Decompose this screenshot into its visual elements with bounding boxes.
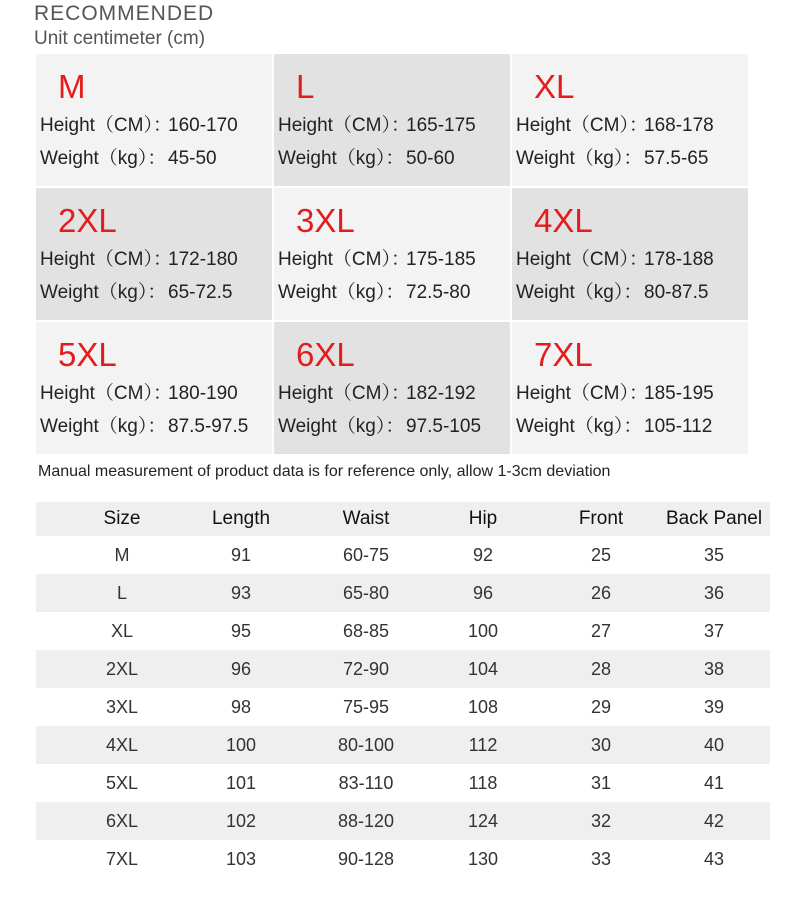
cell-waist: 80-100: [337, 734, 395, 755]
recommended-cell: [274, 54, 510, 186]
cell-size: L: [116, 582, 127, 603]
cell-front: 30: [590, 734, 612, 755]
cell-waist: 83-110: [338, 772, 394, 793]
height-value: 182-192: [406, 383, 476, 404]
size-label: 6XL: [296, 336, 355, 373]
table-row: [36, 612, 770, 650]
recommended-cell: [512, 188, 748, 320]
size-label: XL: [534, 68, 575, 105]
cell-hip: 118: [468, 772, 498, 793]
cell-back-panel: 37: [703, 620, 725, 641]
weight-value: 80-87.5: [644, 282, 709, 303]
cell-hip: 112: [468, 734, 498, 755]
cell-hip: 100: [467, 620, 499, 641]
cell-hip: 124: [467, 810, 499, 831]
weight-label: Weight（kg）：: [40, 148, 167, 169]
cell-back-panel: 39: [703, 696, 725, 717]
height-value: 178-188: [644, 249, 714, 270]
weight-label: Weight（kg）：: [278, 282, 405, 303]
cell-back-panel: 43: [703, 848, 725, 869]
size-label: 7XL: [534, 336, 593, 373]
weight-value: 57.5-65: [644, 148, 709, 169]
cell-size: 7XL: [105, 848, 139, 869]
weight-label: Weight（kg）：: [40, 282, 167, 303]
page-title: RECOMMENDED: [34, 2, 215, 25]
recommended-cell: [36, 188, 272, 320]
cell-front: 29: [590, 696, 612, 717]
height-label: Height（CM）：: [516, 115, 648, 136]
table-row: [36, 802, 770, 840]
cell-length: 98: [230, 696, 252, 717]
height-label: Height（CM）：: [40, 249, 172, 270]
height-label: Height（CM）：: [40, 383, 172, 404]
cell-size: M: [114, 544, 130, 565]
weight-label: Weight（kg）：: [40, 416, 167, 437]
recommended-size-grid: [36, 54, 748, 456]
size-label: 4XL: [534, 202, 593, 239]
recommended-cell: [512, 54, 748, 186]
weight-value: 50-60: [406, 148, 455, 169]
height-line: [40, 110, 238, 137]
height-label: Height（CM）：: [278, 249, 410, 270]
weight-label: Weight（kg）：: [278, 148, 405, 169]
height-label: Height（CM）：: [516, 383, 648, 404]
weight-label: Weight（kg）：: [516, 148, 643, 169]
size-label: 2XL: [58, 202, 117, 239]
cell-size: 2XL: [105, 658, 139, 679]
height-label: Height（CM）：: [516, 249, 648, 270]
cell-length: 93: [230, 582, 252, 603]
unit-subtitle: Unit centimeter (cm): [34, 28, 206, 49]
cell-waist: 65-80: [342, 582, 390, 603]
cell-length: 102: [225, 810, 257, 831]
cell-front: 32: [590, 810, 612, 831]
weight-line: [278, 411, 481, 438]
cell-length: 95: [230, 620, 252, 641]
height-line: [278, 244, 476, 271]
cell-back-panel: 41: [703, 772, 725, 793]
cell-back-panel: 42: [703, 810, 725, 831]
weight-value: 65-72.5: [168, 282, 233, 303]
height-line: [40, 244, 238, 271]
weight-line: [40, 143, 217, 170]
weight-value: 97.5-105: [406, 416, 482, 437]
table-row: [36, 536, 770, 574]
table-row: [36, 574, 770, 612]
cell-back-panel: 35: [703, 544, 725, 565]
column-header-front: Front: [578, 508, 624, 529]
size-label: 3XL: [296, 202, 355, 239]
weight-line: [40, 277, 232, 304]
cell-hip: 104: [467, 658, 499, 679]
height-line: [516, 110, 714, 137]
size-label: M: [58, 68, 86, 105]
cell-front: 33: [590, 848, 612, 869]
weight-line: [516, 411, 712, 438]
height-value: 168-178: [644, 115, 714, 136]
weight-value: 105-112: [644, 416, 713, 437]
height-value: 180-190: [168, 383, 238, 404]
cell-waist: 90-128: [337, 848, 395, 869]
cell-size: 5XL: [105, 772, 139, 793]
size-label: L: [296, 68, 315, 105]
height-line: [516, 244, 714, 271]
cell-back-panel: 36: [703, 582, 725, 603]
height-line: [278, 378, 476, 405]
cell-front: 27: [590, 620, 612, 641]
recommended-cell: [274, 188, 510, 320]
table-header-row: [36, 502, 770, 536]
cell-length: 96: [230, 658, 252, 679]
column-header-length: Length: [211, 508, 271, 529]
weight-label: Weight（kg）：: [516, 282, 643, 303]
height-line: [40, 378, 238, 405]
cell-hip: 130: [467, 848, 499, 869]
weight-line: [40, 411, 248, 438]
weight-label: Weight（kg）：: [516, 416, 643, 437]
cell-size: XL: [110, 620, 134, 641]
size-table: [36, 502, 770, 878]
height-label: Height（CM）：: [40, 115, 172, 136]
weight-line: [278, 143, 455, 170]
cell-back-panel: 40: [703, 734, 725, 755]
table-row: [36, 764, 770, 802]
column-header-waist: Waist: [342, 508, 390, 529]
weight-line: [516, 143, 708, 170]
column-header-size: Size: [103, 508, 141, 529]
cell-size: 4XL: [105, 734, 139, 755]
height-value: 172-180: [168, 249, 238, 270]
weight-value: 87.5-97.5: [168, 416, 249, 437]
cell-hip: 108: [467, 696, 499, 717]
table-row: [36, 688, 770, 726]
cell-waist: 88-120: [337, 810, 395, 831]
cell-hip: 92: [472, 544, 494, 565]
weight-line: [278, 277, 470, 304]
height-label: Height（CM）：: [278, 115, 410, 136]
cell-waist: 60-75: [342, 544, 390, 565]
column-header-hip: Hip: [468, 508, 498, 529]
column-header-back-panel: Back Panel: [665, 508, 763, 529]
height-line: [516, 378, 714, 405]
cell-size: 6XL: [105, 810, 139, 831]
cell-waist: 68-85: [342, 620, 390, 641]
height-value: 160-170: [168, 115, 238, 136]
cell-waist: 75-95: [342, 696, 390, 717]
cell-size: 3XL: [105, 696, 139, 717]
cell-front: 28: [590, 658, 612, 679]
cell-front: 31: [590, 772, 612, 793]
weight-value: 45-50: [168, 148, 217, 169]
table-row: [36, 650, 770, 688]
height-value: 185-195: [644, 383, 714, 404]
weight-line: [516, 277, 708, 304]
cell-length: 91: [230, 544, 252, 565]
size-label: 5XL: [58, 336, 117, 373]
height-value: 175-185: [406, 249, 476, 270]
cell-front: 26: [590, 582, 612, 603]
height-label: Height（CM）：: [278, 383, 410, 404]
cell-length: 103: [225, 848, 257, 869]
recommended-cell: [512, 322, 748, 454]
cell-length: 101: [225, 772, 257, 793]
height-value: 165-175: [406, 115, 476, 136]
weight-label: Weight（kg）：: [278, 416, 405, 437]
recommended-cell: [36, 54, 272, 186]
cell-hip: 96: [472, 582, 494, 603]
cell-length: 100: [225, 734, 257, 755]
recommended-cell: [274, 322, 510, 454]
measurement-note: Manual measurement of product data is for reference only, allow 1-3cm deviation: [38, 463, 611, 480]
cell-front: 25: [590, 544, 612, 565]
weight-value: 72.5-80: [406, 282, 471, 303]
cell-back-panel: 38: [703, 658, 725, 679]
recommended-cell: [36, 322, 272, 454]
table-row: [36, 840, 770, 878]
cell-waist: 72-90: [342, 658, 390, 679]
height-line: [278, 110, 476, 137]
table-row: [36, 726, 770, 764]
